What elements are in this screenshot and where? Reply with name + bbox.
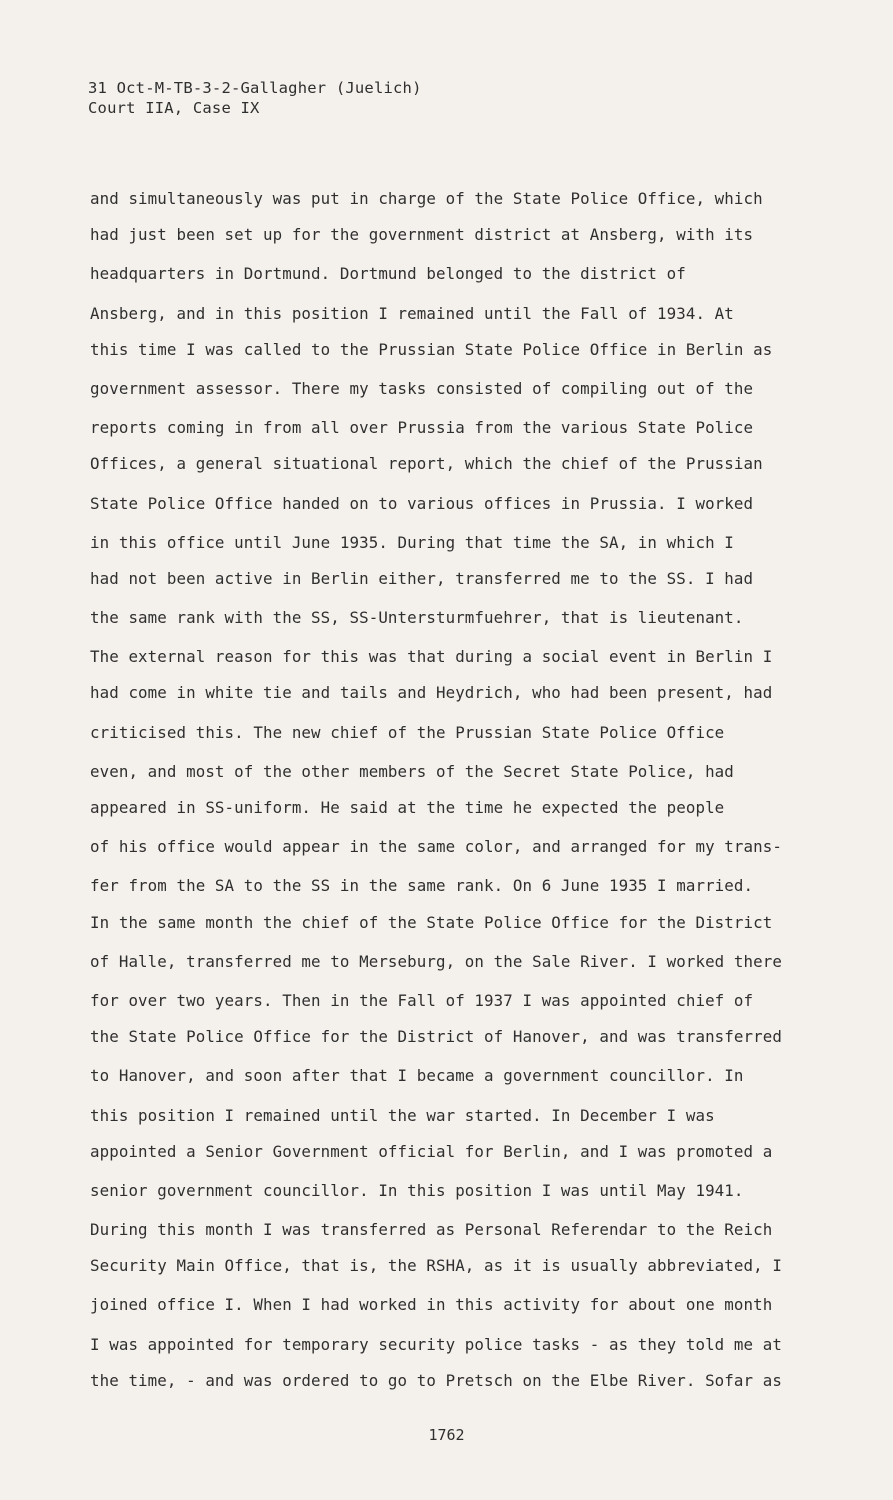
header-court-line: Court IIA, Case IX — [88, 99, 260, 117]
body-line: During this month I was transferred as Personal Referendar to the Reich — [90, 1220, 773, 1240]
body-line: this position I remained until the war started. In December I was — [90, 1105, 715, 1125]
body-line: in this office until June 1935. During that time the SA, in which I — [90, 532, 734, 552]
body-line: joined office I. When I had worked in this activity for about one month — [90, 1295, 773, 1315]
body-line: the time, - and was ordered to go to Pretsch on the Elbe River. Sofar as — [90, 1370, 782, 1390]
body-line: appointed a Senior Government official for Berlin, and I was promoted a — [90, 1141, 773, 1161]
body-line: the same rank with the SS, SS-Untersturmfuehrer, that is lieutenant. — [90, 608, 744, 628]
body-line: appeared in SS-uniform. He said at the time he expected the people — [90, 798, 725, 817]
body-line: government assessor. There my tasks consisted of compiling out of the — [90, 378, 754, 398]
document-header — [88, 78, 422, 118]
body-line: for over two years. Then in the Fall of 1937 I was appointed chief of — [90, 990, 754, 1010]
body-line: of Halle, transferred me to Merseburg, on the Sale River. I worked there — [90, 951, 782, 971]
testimony-body — [90, 188, 810, 1410]
body-line: Ansberg, and in this position I remained until the Fall of 1934. At — [90, 303, 734, 323]
body-line: this time I was called to the Prussian State Police Office in Berlin as — [90, 339, 773, 359]
body-line: headquarters in Dortmund. Dortmund belonged to the district of — [90, 264, 686, 284]
header-reference-line: 31 Oct-M-TB-3-2-Gallagher (Juelich) — [88, 79, 422, 97]
body-line: had come in white tie and tails and Heydrich, who had been present, had — [90, 683, 773, 703]
body-line: The external reason for this was that during a social event in Berlin I — [90, 647, 773, 667]
page-number: 1762 — [428, 1426, 465, 1444]
body-line: reports coming in from all over Prussia from the various State Police — [90, 418, 754, 438]
body-line: In the same month the chief of the State Police Office for the District — [90, 912, 773, 932]
body-line: had not been active in Berlin either, transferred me to the SS. I had — [90, 568, 754, 588]
body-line: even, and most of the other members of the Secret State Police, had — [90, 761, 734, 781]
body-line: of his office would appear in the same color, and arranged for my trans- — [90, 837, 782, 857]
body-line: had just been set up for the government district at Ansberg, with its — [90, 225, 754, 245]
body-line: to Hanover, and soon after that I became a government councillor. In — [90, 1066, 744, 1086]
body-line: fer from the SA to the SS in the same rank. On 6 June 1935 I married. — [90, 876, 754, 896]
body-line: Security Main Office, that is, the RSHA, as it is usually abbreviated, I — [90, 1256, 782, 1276]
body-line: senior government councillor. In this position I was until May 1941. — [90, 1180, 744, 1200]
body-line: I was appointed for temporary security police tasks - as they told me at — [90, 1334, 782, 1354]
body-line: and simultaneously was put in charge of the State Police Office, which — [90, 189, 763, 208]
body-line: State Police Office handed on to various offices in Prussia. I worked — [90, 493, 754, 513]
body-line: Offices, a general situational report, which the chief of the Prussian — [90, 454, 763, 474]
body-line: the State Police Office for the District of Hanover, and was transferred — [90, 1027, 782, 1047]
body-line: criticised this. The new chief of the Prussian State Police Office — [90, 722, 725, 742]
